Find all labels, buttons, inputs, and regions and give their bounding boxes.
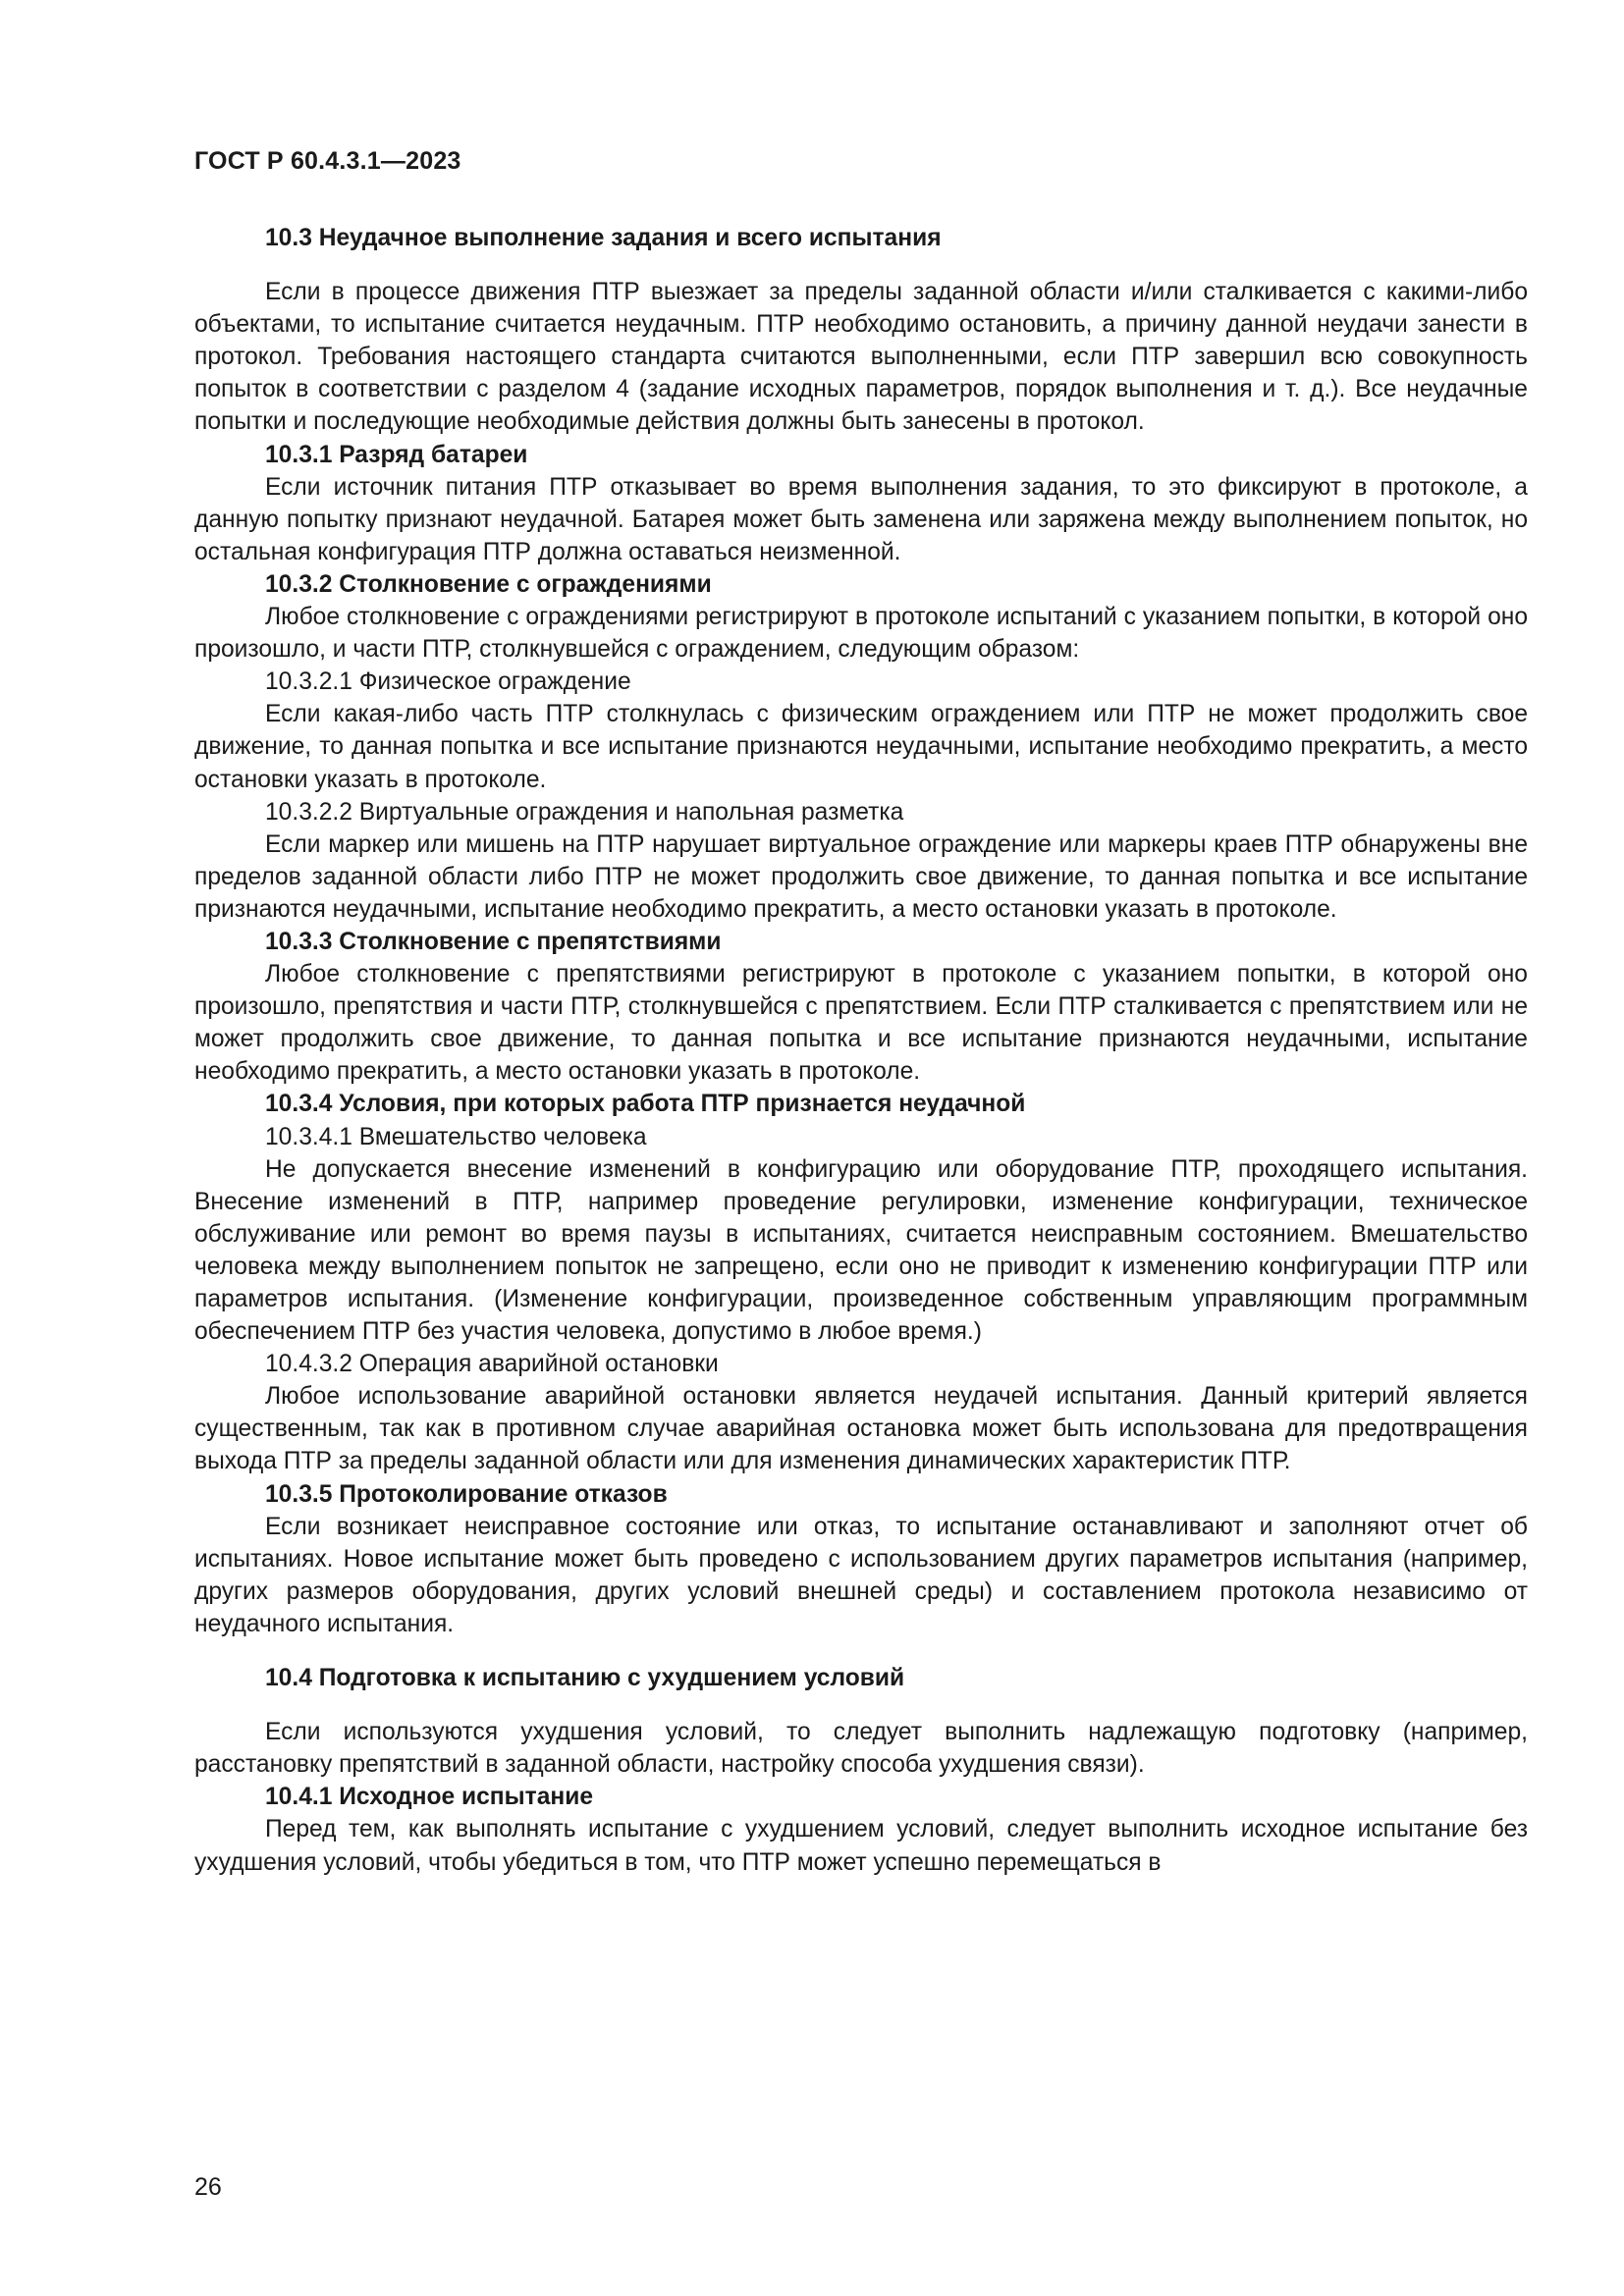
paragraph: Если используются ухудшения условий, то следует выполнить надлежащую подготовку (например, расстановку препятствий в заданной области, настройку способа ухудшения связи). [194,1719,1528,1779]
document-code-header: ГОСТ Р 60.4.3.1—2023 [194,147,461,175]
subsection-heading: 10.4.1 Исходное испытание [265,1784,594,1811]
page-number: 26 [194,2173,222,2201]
paragraph: Не допускается внесение изменений в конфигурацию или оборудование ПТР, проходящего испытания. Внесение изменений в ПТР, например проведение регулировки, изменение конфигурации, техническое обслуживание или ремонт во время паузы в испытаниях, считается неисправным состоянием. Вмешательство человека между выполнением попыток не запрещено, если оно не приводит к изменению конфигурации ПТР или параметров испытания. (Изменение конфигурации, произведенное собственным управляющим программным обеспечением ПТР без участия человека, допустимо в любое время.) [194,1155,1528,1346]
paragraph: Любое использование аварийной остановки является неудачей испытания. Данный критерий является существенным, так как в противном случае аварийная остановка может быть использована для предотвращения выхода ПТР за пределы заданной области или для изменения динамических характеристик ПТР. [194,1383,1528,1475]
paragraph: Если маркер или мишень на ПТР нарушает виртуальное ограждение или маркеры краев ПТР обнаружены вне пределов заданной области либо ПТР не может продолжить свое движение, то данная попытка и все испытание признаются неудачными, испытание необходимо прекратить, а место остановки указать в протоколе. [194,830,1528,923]
clause-title: 10.3.2.1 Физическое ограждение [265,668,631,696]
clause-title: 10.4.3.2 Операция аварийной остановки [265,1351,719,1378]
subsection-heading: 10.3.1 Разряд батареи [265,441,528,468]
section-heading: 10.4 Подготовка к испытанию с ухудшением условий [265,1665,905,1692]
subsection-heading: 10.3.5 Протоколирование отказов [265,1480,668,1508]
subsection-heading: 10.3.4 Условия, при которых работа ПТР признается неудачной [265,1091,1026,1118]
paragraph: Любое столкновение с препятствиями регистрируют в протоколе с указанием попытки, в которой оно произошло, препятствия и части ПТР, столкнувшейся с препятствием. Если ПТР сталкивается с препятствием или не может продолжить свое движение, то данная попытка и все испытание признаются неудачными, испытание необходимо прекратить, а место остановки указать в протоколе. [194,961,1528,1086]
clause-title: 10.3.2.2 Виртуальные ограждения и напольная разметка [265,798,904,826]
document-body [194,222,1528,1879]
paragraph: Если возникает неисправное состояние или отказ, то испытание останавливают и заполняют отчет об испытаниях. Новое испытание может быть проведено с использованием других параметров испытания (например, других размеров оборудования, других условий внешней среды) и составлением протокола независимо от неудачного испытания. [194,1513,1528,1637]
paragraph: Перед тем, как выполнять испытание с ухудшением условий, следует выполнить исходное испытание без ухудшения условий, чтобы убедиться в том, что ПТР может успешно перемещаться в [194,1816,1528,1876]
clause-title: 10.3.4.1 Вмешательство человека [265,1123,647,1150]
section-heading: 10.3 Неудачное выполнение задания и всего испытания [265,225,942,251]
paragraph: Если какая-либо часть ПТР столкнулась с физическим ограждением или ПТР не может продолжить свое движение, то данная попытка и все испытание признаются неудачными, испытание необходимо прекратить, а место остановки указать в протоколе. [194,701,1528,793]
paragraph: Любое столкновение с ограждениями регистрируют в протоколе испытаний с указанием попытки, в которой оно произошло, и части ПТР, столкнувшейся с ограждением, следующим образом: [194,604,1528,664]
subsection-heading: 10.3.2 Столкновение с ограждениями [265,570,712,598]
paragraph: Если источник питания ПТР отказывает во время выполнения задания, то это фиксируют в протоколе, а данную попытку признают неудачной. Батарея может быть заменена или заряжена между выполнением попыток, но остальная конфигурация ПТР должна оставаться неизменной. [194,473,1528,565]
subsection-heading: 10.3.3 Столкновение с препятствиями [265,928,722,955]
paragraph: Если в процессе движения ПТР выезжает за пределы заданной области и/или сталкивается с какими-либо объектами, то испытание считается неудачным. ПТР необходимо остановить, а причину данной неудачи занести в протокол. Требования настоящего стандарта считаются выполненными, если ПТР завершил всю совокупность попыток в соответствии с разделом 4 (задание исходных параметров, порядок выполнения и т. д.). Все неудачные попытки и последующие необходимые действия должны быть занесены в протокол. [194,279,1528,436]
